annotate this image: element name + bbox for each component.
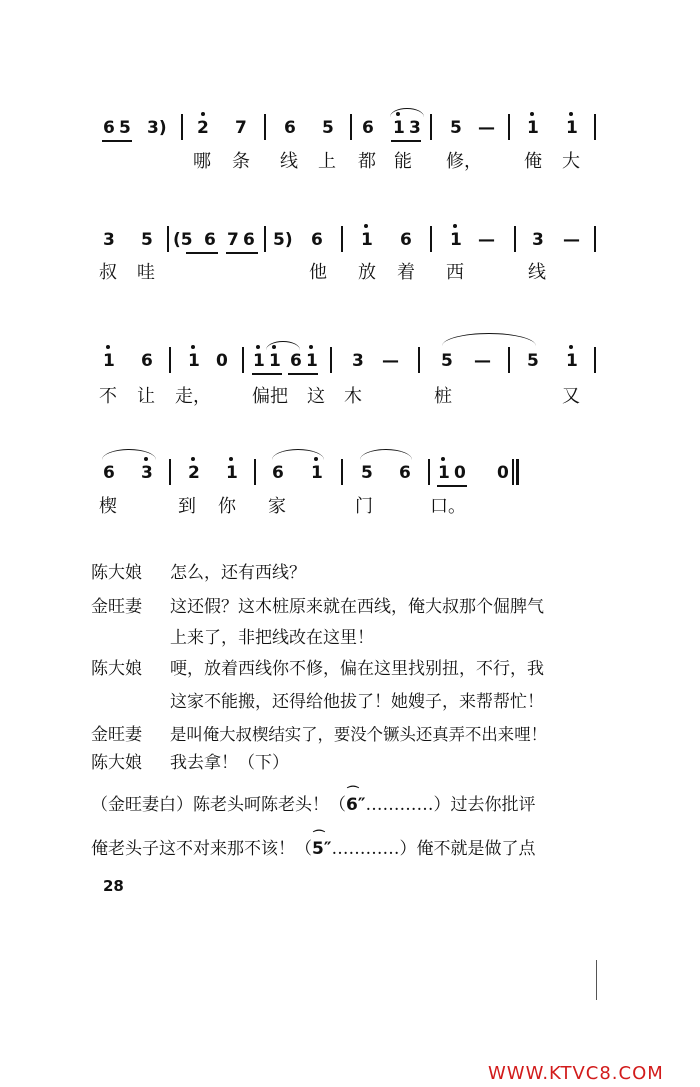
lyric: 桩 (434, 386, 452, 407)
note: 3 (409, 118, 421, 138)
dash: — (382, 351, 399, 371)
note: 6 (141, 351, 153, 371)
note: 6 (399, 463, 411, 483)
lyric: 又 (562, 386, 580, 407)
underline (226, 252, 258, 254)
note: 3 (103, 230, 115, 250)
lyric: 门 (355, 496, 373, 517)
narration-text: …………）过去你批评 (365, 795, 536, 815)
notation-line-4 (0, 461, 700, 501)
lyric: 俺 (524, 151, 542, 172)
narration-line-2 (91, 829, 536, 860)
dialogue-line: 是叫俺大叔楔结实了，要没个镢头还真弄不出来哩！ (170, 725, 547, 744)
lyric: 不 (99, 386, 117, 407)
narration-text: （金旺妻白）陈老头呵陈老头！（ (91, 795, 346, 815)
notation-line-1 (0, 116, 700, 156)
note: 6 (362, 118, 374, 138)
note: 6 (284, 118, 296, 138)
note: 7 (235, 118, 247, 138)
note: 5 (312, 839, 324, 859)
barline (418, 347, 420, 373)
slur (390, 108, 424, 117)
speaker: 陈大娘 (91, 753, 142, 773)
speaker: 陈大娘 (91, 563, 142, 583)
lyric: 哇 (137, 262, 155, 283)
speaker: 金旺妻 (91, 597, 142, 617)
barline (514, 226, 516, 252)
lyric: 哪 (193, 151, 211, 172)
note: 6 (103, 118, 115, 138)
note: 1 (438, 463, 450, 483)
lyric: 条 (232, 151, 250, 172)
lyric: 西 (446, 262, 464, 283)
note: 1 (226, 463, 238, 483)
lyric: 这 (307, 386, 325, 407)
note: 3) (147, 118, 167, 138)
watermark: WWW.KTVC8.COM (488, 1063, 664, 1084)
note: 0 (497, 463, 509, 483)
note: 0 (216, 351, 228, 371)
barline (181, 114, 183, 140)
fermata-note: ⌒ 5″ (312, 829, 332, 859)
note: 7 (227, 230, 239, 250)
lyric: 线 (528, 262, 546, 283)
note: 6 (400, 230, 412, 250)
lyric: 让 (137, 386, 155, 407)
note: 6 (103, 463, 115, 483)
barline (508, 114, 510, 140)
fermata-note: ⌒ 6″ (346, 785, 366, 815)
note: 5) (273, 230, 293, 250)
note: 3 (532, 230, 544, 250)
narration-line-1 (91, 785, 536, 816)
octave-dot (453, 224, 457, 228)
octave-dot (569, 112, 573, 116)
octave-dot (364, 224, 368, 228)
note: 1 (253, 351, 265, 371)
note: 1 (450, 230, 462, 250)
dialogue-line: 这还假？这木桩原来就在西线，俺大叔那个倔脾气 (170, 597, 544, 617)
barline (264, 114, 266, 140)
speaker: 金旺妻 (91, 725, 142, 745)
barline (350, 114, 352, 140)
note: 0 (454, 463, 466, 483)
lyric: 都 (358, 151, 376, 172)
note: 1 (103, 351, 115, 371)
page-edge-line (596, 960, 597, 1000)
dialogue-line: 哽，放着西线你不修，偏在这里找别扭，不行，我 (170, 659, 544, 679)
barline (512, 459, 514, 485)
note: 5 (119, 118, 131, 138)
barline (594, 226, 596, 252)
note: 6 (311, 230, 323, 250)
underline (391, 140, 421, 142)
slur (102, 449, 156, 460)
barline (264, 226, 266, 252)
lyric: 他 (309, 262, 327, 283)
lyric: 叔 (99, 262, 117, 283)
dialogue-line: 我去拿！（下） (170, 753, 289, 773)
slur (360, 449, 412, 460)
barline (167, 226, 169, 252)
octave-dot (191, 345, 195, 349)
note: 1 (188, 351, 200, 371)
barline (341, 459, 343, 485)
note: (5 (173, 230, 193, 250)
lyric: 楔 (99, 496, 117, 517)
note: 1 (361, 230, 373, 250)
barline (169, 347, 171, 373)
barline (254, 459, 256, 485)
lyric: 走， (175, 386, 211, 407)
tie (442, 333, 536, 346)
lyric: 家 (268, 496, 286, 517)
barline (430, 226, 432, 252)
note: 6 (204, 230, 216, 250)
narration-text: …………）俺不就是做了点 (331, 839, 536, 859)
note: 5 (450, 118, 462, 138)
barline (169, 459, 171, 485)
lyric: 线 (280, 151, 298, 172)
note: 1 (306, 351, 318, 371)
lyric: 口。 (430, 496, 466, 517)
narration-text: 俺老头子这不对来那不该！（ (91, 839, 312, 859)
octave-dot (256, 345, 260, 349)
barline (330, 347, 332, 373)
note: 2 (188, 463, 200, 483)
dash: — (478, 118, 495, 138)
octave-dot (106, 345, 110, 349)
lyric: 放 (358, 262, 376, 283)
barline (242, 347, 244, 373)
barline (508, 347, 510, 373)
note: 1 (566, 118, 578, 138)
lyric: 到 (178, 496, 196, 517)
lyric: 着 (397, 262, 415, 283)
octave-dot (201, 112, 205, 116)
note: 1 (527, 118, 539, 138)
note: 1 (269, 351, 281, 371)
lyric: 修， (446, 151, 482, 172)
barline (341, 226, 343, 252)
note: 6 (272, 463, 284, 483)
note: 1 (393, 118, 405, 138)
underline (437, 485, 467, 487)
barline (430, 114, 432, 140)
lyric: 木 (344, 386, 362, 407)
note: 6 (243, 230, 255, 250)
speaker: 陈大娘 (91, 659, 142, 679)
note: 6 (346, 795, 358, 815)
octave-dot (309, 345, 313, 349)
note: 5 (441, 351, 453, 371)
note: 5 (141, 230, 153, 250)
octave-dot (441, 457, 445, 461)
page-number: 28 (103, 877, 124, 895)
lyric: 大 (562, 151, 580, 172)
note: 5 (527, 351, 539, 371)
octave-dot (191, 457, 195, 461)
note: 6 (290, 351, 302, 371)
dash: — (474, 351, 491, 371)
note: 5 (322, 118, 334, 138)
note: 5 (361, 463, 373, 483)
underline (102, 140, 132, 142)
lyric: 上 (318, 151, 336, 172)
dash: — (478, 230, 495, 250)
octave-dot (530, 112, 534, 116)
octave-dot (569, 345, 573, 349)
dialogue-line: 上来了，非把线改在这里！ (170, 628, 374, 648)
lyric: 偏把 (252, 386, 288, 407)
underline (288, 373, 318, 375)
lyric: 你 (218, 496, 236, 517)
barline (594, 114, 596, 140)
underline (252, 373, 282, 375)
lyric: 能 (394, 151, 412, 172)
octave-dot (229, 457, 233, 461)
dialogue-line: 怎么，还有西线？ (170, 563, 306, 583)
dash: — (563, 230, 580, 250)
note: 3 (141, 463, 153, 483)
note: 2 (197, 118, 209, 138)
final-barline (516, 459, 519, 485)
dialogue-line: 这家不能搬，还得给他拔了！她嫂子，来帮帮忙！ (170, 692, 544, 712)
slur (272, 449, 324, 460)
barline (594, 347, 596, 373)
notation-line-3 (0, 349, 700, 389)
slur (266, 341, 300, 350)
note: 1 (311, 463, 323, 483)
barline (428, 459, 430, 485)
note: 1 (566, 351, 578, 371)
underline (186, 252, 218, 254)
note: 3 (352, 351, 364, 371)
